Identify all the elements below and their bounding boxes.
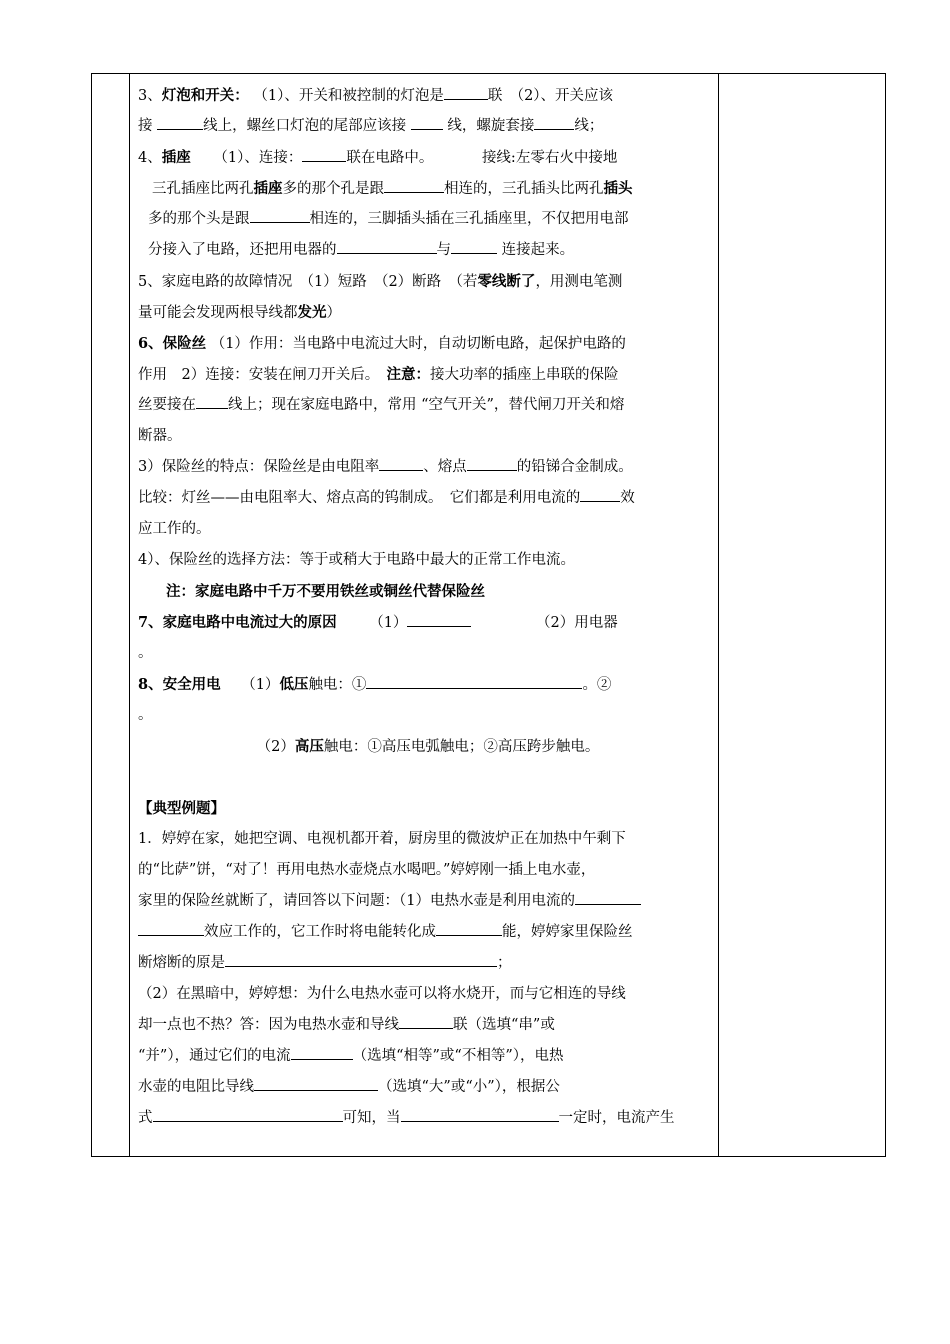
blank[interactable] — [379, 454, 423, 471]
section7-line1: 7、家庭电路中电流过大的原因 （1） （2）用电器 — [138, 607, 718, 638]
example-line2: 的“比萨”饼，“对了！再用电热水壶烧点水喝吧。”婷婷刚一插上电水壶， — [138, 862, 596, 878]
blank[interactable] — [138, 919, 204, 936]
blank[interactable] — [407, 610, 471, 627]
blank[interactable] — [399, 1012, 453, 1029]
blank[interactable] — [575, 888, 641, 905]
section6-line2: 作用 2）连接：安装在闸刀开关后。 注意：接大功率的插座上串联的保险 — [138, 366, 619, 383]
section4-line2: 三孔插座比两孔插座多的那个孔是跟 相连的，三孔插头比两孔插头 — [138, 173, 718, 204]
blank[interactable] — [302, 145, 346, 162]
example-line10: 式 可知，当 一定时，电流产生 — [138, 1103, 718, 1134]
blank[interactable] — [225, 950, 497, 967]
section6-title: 6、保险丝 — [138, 335, 207, 352]
blank[interactable] — [157, 113, 203, 130]
example-line7: 却一点也不热？答：因为电热水壶和导线 联（选填“串”或 — [138, 1010, 718, 1041]
section4-title: 插座 — [161, 149, 191, 166]
section6-line4: 断器。 — [138, 428, 182, 444]
section3-title: 灯泡和开关： — [161, 87, 249, 104]
feature-line2: 比较：灯丝——由电阻率大、熔点高的钨制成。 它们都是利用电流的 效 — [138, 483, 718, 514]
example-line8: “并”），通过它们的电流 （选填“相等”或“不相等”），电热 — [138, 1041, 718, 1072]
selection-method: 4）、保险丝的选择方法：等于或稍大于电路中最大的正常工作电流。 — [138, 552, 575, 568]
section8-line1: 8、安全用电 （1）低压触电：① 。② — [138, 669, 718, 700]
blank[interactable] — [250, 206, 310, 223]
section5-line1: 5、家庭电路的故障情况 （1）短路 （2）断路 （若零线断了，用测电笔测 — [138, 273, 623, 290]
section7-line2: 。 — [138, 645, 153, 661]
example-line4: 效应工作的，它工作时将电能转化成 能，婷婷家里保险丝 — [138, 917, 718, 948]
section4-line3: 多的那个头是跟 相连的，三脚插头插在三孔插座里，不仅把用电部 — [138, 204, 718, 235]
blank[interactable] — [337, 237, 437, 254]
section3-line1: 3、灯泡和开关： （1）、开关和被控制的灯泡是 联 （2）、开关应该 — [138, 80, 718, 111]
section3-line2: 接 线上，螺丝口灯泡的尾部应该接 线，螺旋套接 线； — [138, 111, 718, 142]
blank[interactable] — [580, 485, 620, 502]
warning-note: 注：家庭电路中千万不要用铁丝或铜丝代替保险丝 — [166, 583, 485, 600]
feature-line1: 3）保险丝的特点：保险丝是由电阻率 、熔点 的铅锑合金制成。 — [138, 452, 718, 483]
section5-line2: 量可能会发现两根导线都发光） — [138, 304, 341, 321]
section8-title: 8、安全用电 — [138, 676, 221, 693]
spacer — [138, 762, 718, 793]
blank[interactable] — [291, 1043, 353, 1060]
blank[interactable] — [366, 672, 582, 689]
blank[interactable] — [444, 83, 488, 100]
section7-title: 7、家庭电路中电流过大的原因 — [138, 614, 337, 631]
blank[interactable] — [411, 113, 443, 130]
blank[interactable] — [384, 176, 444, 193]
blank[interactable] — [436, 919, 502, 936]
example-heading: 【典型例题】 — [138, 800, 225, 817]
example-line5: 断熔断的原是 ； — [138, 948, 718, 979]
section8-line2: 。 — [138, 707, 153, 723]
section4-line4: 分接入了电路，还把用电器的 与 连接起来。 — [138, 235, 718, 266]
example-line6: （2）在黑暗中，婷婷想：为什么电热水壶可以将水烧开，而与它相连的导线 — [138, 986, 626, 1002]
example-line3: 家里的保险丝就断了，请回答以下问题：（1）电热水壶是利用电流的 — [138, 886, 718, 917]
column-divider-right — [718, 74, 719, 1156]
blank[interactable] — [254, 1074, 378, 1091]
blank[interactable] — [451, 237, 497, 254]
section6-line1: 6、保险丝 （1）作用：当电路中电流过大时，自动切断电路，起保护电路的 — [138, 335, 626, 352]
section4-line1: 4、插座 （1）、连接： 联在电路中。 接线:左零右火中接地 — [138, 142, 718, 173]
section6-line3: 丝要接在 线上；现在家庭电路中，常用 “空气开关”，替代闸刀开关和熔 — [138, 390, 718, 421]
worksheet-content — [138, 80, 718, 1134]
example-line9: 水壶的电阻比导线 （选填“大”或“小”），根据公 — [138, 1072, 718, 1103]
column-divider-left — [129, 74, 130, 1156]
section8-line3: （2）高压触电：①高压电弧触电；②高压跨步触电。 — [256, 738, 600, 755]
feature-line3: 应工作的。 — [138, 521, 211, 537]
blank[interactable] — [534, 113, 574, 130]
example-line1: 1．婷婷在家，她把空调、电视机都开着，厨房里的微波炉正在加热中午剩下 — [138, 831, 626, 847]
blank[interactable] — [153, 1105, 343, 1122]
blank[interactable] — [401, 1105, 559, 1122]
blank[interactable] — [196, 392, 228, 409]
blank[interactable] — [467, 454, 517, 471]
